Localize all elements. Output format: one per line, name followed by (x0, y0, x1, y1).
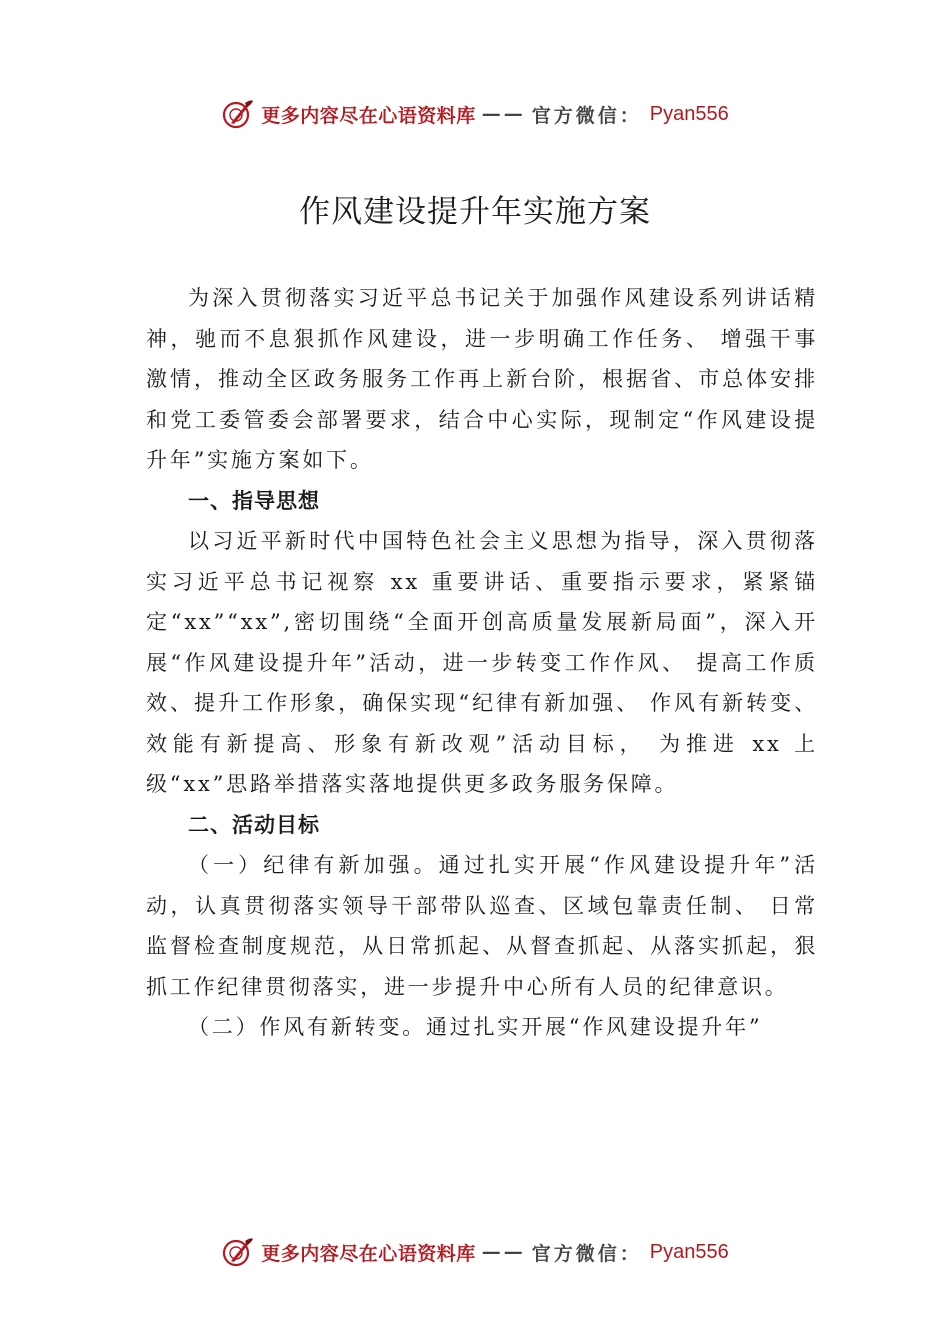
document-title: 作风建设提升年实施方案 (299, 194, 651, 230)
watermark-footer (0, 1232, 950, 1272)
quill-logo-icon (221, 1235, 255, 1269)
watermark-dash: —— (481, 1241, 526, 1263)
watermark-brand-text: 更多内容尽在心语资料库 (261, 104, 476, 127)
watermark-wechat-id: Pyan556 (649, 1240, 729, 1263)
watermark-brand-text: 更多内容尽在心语资料库 (261, 1242, 476, 1265)
watermark-wechat-label: 官方微信： (531, 1242, 642, 1265)
section-heading-activity-goals: 二、活动目标 (188, 812, 320, 837)
intro-paragraph: 为深入贯彻落实习近平总书记关于加强作风建设系列讲话精神，驰而不息狠抓作风建设，进一步明确工作任务、 增强干事激情，推动全区政务服务工作再上新台阶，根据省、市总体安排和党工委管委会部署要求，结合中心实际，现制定“作风建设提升年”实施方案如下。 (146, 286, 818, 472)
document-body (146, 278, 818, 1048)
watermark-wechat-id: Pyan556 (649, 102, 729, 125)
goal-1-paragraph: （一）纪律有新加强。通过扎实开展“作风建设提升年”活动，认真贯彻落实领导干部带队巡查、区域包靠责任制、 日常监督检查制度规范，从日常抓起、从督查抓起、从落实抓起，狠抓工作纪律贯彻落实，进一步提升中心所有人员的纪律意识。 (146, 853, 818, 999)
goal-2-paragraph: （二）作风有新转变。通过扎实开展“作风建设提升年” (188, 1015, 763, 1039)
watermark-wechat-label: 官方微信： (531, 104, 642, 127)
guiding-thought-paragraph: 以习近平新时代中国特色社会主义思想为指导，深入贯彻落实习近平总书记视察 xx 重要讲话、重要指示要求，紧紧锚定“xx”“xx”,密切围绕“全面开创高质量发展新局面”，深入开展“作风建设提升年”活动，进一步转变工作作风、 提高工作质效、提升工作形象，确保实现“纪律有新加强、 作风有新转变、效能有新提高、形象有新改观”活动目标， 为推进 xx 上级“xx”思路举措落实落地提供更多政务服务保障。 (146, 529, 818, 796)
quill-logo-icon (221, 97, 255, 131)
watermark-header (0, 94, 950, 134)
section-heading-guiding-thought: 一、指导思想 (188, 488, 320, 513)
watermark-dash: —— (481, 103, 526, 125)
